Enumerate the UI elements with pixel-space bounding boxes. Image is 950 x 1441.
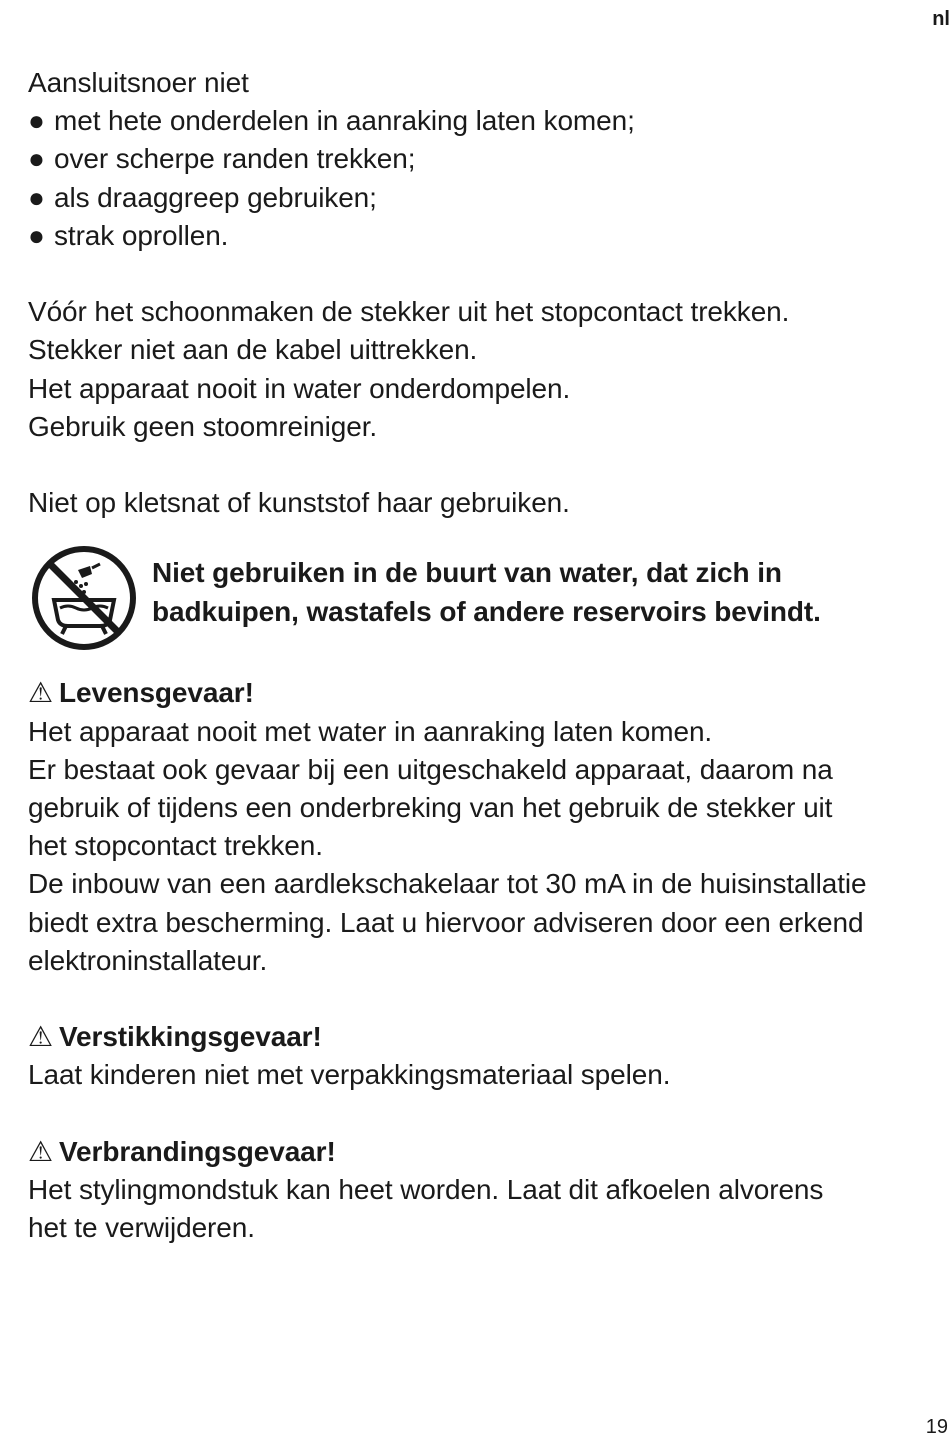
- bullet-icon: ●: [28, 181, 45, 213]
- paragraph-line: Het apparaat nooit met water in aanraking laten komen.: [28, 715, 713, 747]
- language-code: nl: [932, 8, 950, 30]
- paragraph-line: Er bestaat ook gevaar bij een uitgeschakeld apparaat, daarom na: [28, 753, 833, 785]
- paragraph-line: Laat kinderen niet met verpakkingsmateriaal spelen.: [28, 1059, 671, 1091]
- warning-triangle-icon: ⚠: [28, 1021, 54, 1053]
- cleaning-line: Gebruik geen stoomreiniger.: [28, 410, 378, 442]
- section-heading: ⚠ Verstikkingsgevaar!: [28, 1018, 950, 1056]
- paragraph-line: gebruik of tijdens een onderbreking van het gebruik de stekker uit: [28, 792, 833, 824]
- hair-warning: Niet op kletsnat of kunststof haar gebruiken.: [28, 487, 570, 519]
- cleaning-line: Vóór het schoonmaken de stekker uit het stopcontact trekken.: [28, 296, 790, 328]
- paragraph-line: het stopcontact trekken.: [28, 830, 323, 862]
- water-warning-text: Niet gebruiken in de buurt van water, dat zich in badkuipen, wastafels of andere reservoirs bevindt.: [152, 557, 821, 627]
- list-item: ● strak oprollen.: [28, 217, 950, 255]
- cleaning-line: Stekker niet aan de kabel uittrekken.: [28, 334, 478, 366]
- list-item: ● als draaggreep gebruiken;: [28, 179, 950, 217]
- page-number: 19: [925, 1416, 948, 1438]
- warning-triangle-icon: ⚠: [28, 677, 54, 709]
- cleaning-line: Het apparaat nooit in water onderdompelen.: [28, 372, 571, 404]
- bullet-icon: ●: [28, 219, 45, 251]
- list-item: ● met hete onderdelen in aanraking laten komen;: [28, 102, 950, 140]
- paragraph-line: Het stylingmondstuk kan heet worden. Laat dit afkoelen alvorens: [28, 1174, 824, 1206]
- list-item: ● over scherpe randen trekken;: [28, 140, 950, 178]
- section-heading: ⚠ Verbrandingsgevaar!: [28, 1133, 950, 1171]
- warning-triangle-icon: ⚠: [28, 1135, 54, 1167]
- bullet-icon: ●: [28, 105, 45, 137]
- paragraph-line: De inbouw van een aardlekschakelaar tot 30 mA in de huisinstallatie: [28, 868, 867, 900]
- paragraph-line: elektroninstallateur.: [28, 944, 268, 976]
- paragraph-line: biedt extra bescherming. Laat u hiervoor adviseren door een erkend: [28, 906, 864, 938]
- no-water-bathtub-icon: [30, 544, 138, 652]
- section-heading: ⚠ Levensgevaar!: [28, 674, 950, 712]
- cord-title: Aansluitsnoer niet: [28, 67, 249, 98]
- page-content: [28, 64, 950, 1247]
- water-warning: [30, 544, 950, 652]
- bullet-icon: ●: [28, 143, 45, 175]
- paragraph-line: het te verwijderen.: [28, 1212, 255, 1244]
